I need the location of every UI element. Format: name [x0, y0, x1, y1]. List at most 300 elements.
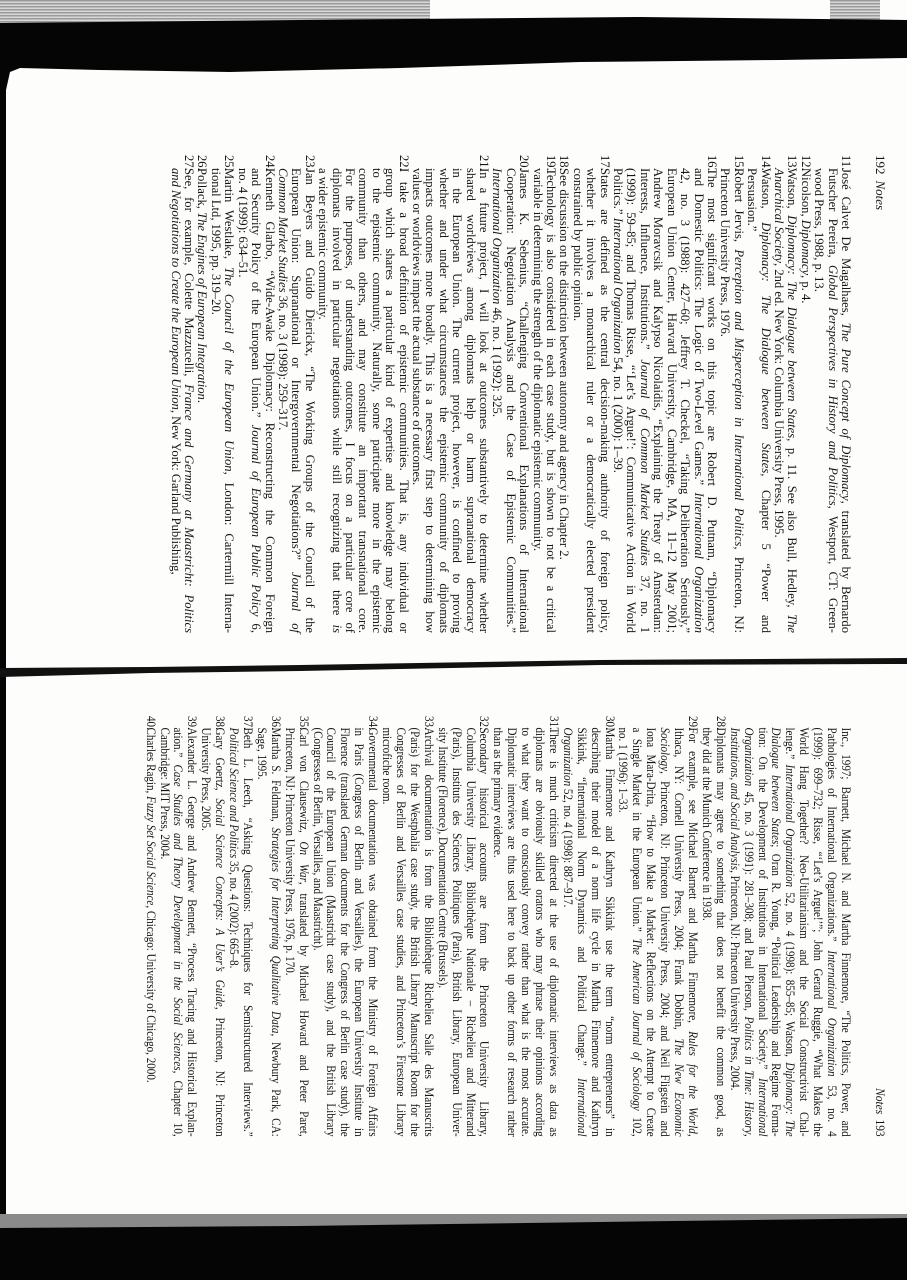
text-run: See discussion on the distinction between autonomy and agency in Chapter 2. — [557, 168, 572, 560]
note-line — [560, 727, 574, 1136]
note-line — [477, 168, 490, 633]
text-run: Gary Goertz, — [213, 727, 228, 799]
text-run: Congresses of Berlin and Versailles case studies, and Princeton’s Firestone Library — [394, 727, 408, 1137]
note-line — [302, 168, 315, 633]
text-run: a Single Market in the European Union.” — [630, 727, 645, 939]
text-run: no. 4 (1999): 634–51. — [235, 168, 250, 278]
page-192 — [168, 155, 888, 634]
note-number: 12. — [798, 155, 813, 171]
text-run: (Paris), Instituts des Sciences Politiques (Paris), British Library, European Univer- — [449, 727, 464, 1137]
note-line — [758, 168, 771, 633]
note-line — [296, 727, 310, 1136]
note-line — [463, 727, 477, 1136]
text-run: , translated by Bernardo — [839, 500, 853, 633]
text-run: tion: On the Development of Institutions in International Society.” — [755, 727, 770, 1079]
note-item — [435, 716, 491, 1137]
text-run: , Chicago: University of Chicago, 2000. — [143, 905, 158, 1083]
italic-title: Fuzzy Set Social Science — [143, 796, 158, 906]
note-number: 28. — [713, 716, 728, 730]
text-run: 42, no. 3 (1988): 427–60; Jeffrey T. Checkel, “Taking Deliberation Seriously,” — [678, 168, 693, 633]
note-line — [240, 727, 254, 1136]
text-run: There is much criticism directed at the use of diplomatic interviews as data as — [546, 727, 561, 1137]
note-line — [796, 727, 810, 1136]
text-run: 52, no. 4 (1998): 887–917. — [560, 786, 575, 908]
note-line — [477, 727, 491, 1136]
text-run: Futscher Pereira, — [825, 168, 840, 265]
note-line — [289, 168, 302, 633]
note-number: 29. — [686, 716, 701, 730]
text-run: no. 1 (1996): 1–33. — [616, 727, 631, 813]
text-run: (Congresses of Berlin, Versailles, and Maastricht). — [310, 727, 325, 951]
text-run: Martha S. Feldman, — [268, 727, 283, 828]
note-line — [546, 727, 560, 1136]
text-run: , p. 11. See also Bull, Hedley, — [785, 438, 800, 615]
text-run: See, for example, Colette Mazzucelli, — [182, 168, 197, 385]
note-line — [638, 168, 651, 633]
note-item — [235, 155, 275, 633]
text-run: group which shares a particular kind of expertise and knowledge may belong — [383, 168, 398, 633]
note-line — [310, 727, 324, 1136]
text-run: microfiche room. — [380, 727, 395, 805]
text-run: Pathologies of International Organizations.” — [825, 727, 840, 951]
note-line — [490, 168, 503, 633]
text-run: , Newbury Park, CA: — [268, 1033, 283, 1137]
italic-title: International Organization — [825, 950, 840, 1077]
italic-title: is — [329, 624, 344, 633]
note-line — [718, 168, 731, 633]
note-line — [329, 168, 342, 633]
note-number: 36. — [268, 716, 283, 730]
note-number: 40. — [143, 716, 158, 730]
page-number: 193 — [873, 1119, 888, 1137]
note-line — [504, 727, 518, 1136]
note-item — [209, 155, 236, 633]
text-run: Watson, — [785, 168, 800, 216]
text-run: , Princeton, NJ: Princeton — [213, 1006, 228, 1137]
text-run: Martin Westlake, — [222, 168, 237, 268]
text-run: variable in determining the strength of the diplomatic epistemic community. — [530, 168, 545, 552]
note-number: 33. — [421, 716, 436, 730]
note-number: 13. — [785, 155, 800, 171]
note-item — [616, 716, 699, 1137]
text-run: , translated by Michael Howard and Peter Paret, — [296, 881, 311, 1137]
text-run: University Press, 2005. — [199, 727, 214, 831]
text-run: For the purposes, of understanding outcomes, I focus on a particular core of — [342, 168, 357, 633]
italic-title: Politics in Time: History, — [741, 1016, 756, 1137]
note-item — [276, 155, 316, 633]
italic-title: Diplomacy: The — [783, 1062, 798, 1137]
text-run: Politics.” — [611, 168, 626, 218]
note-line — [657, 727, 671, 1136]
italic-title: The Engines of European Integration — [195, 212, 210, 400]
italic-title: The New Economic — [672, 1038, 687, 1137]
note-line — [463, 168, 476, 633]
text-run: Pollack, — [195, 168, 210, 213]
note-number: 24. — [262, 155, 277, 171]
note-item — [195, 155, 208, 633]
text-run: to the epistemic community. Naturally, some participate more in the epistemic — [369, 168, 384, 633]
text-run: For example, see Michael Barnett and Martha Finnemore, — [686, 727, 701, 1032]
note-item — [410, 155, 490, 633]
text-run: (1999): 699–732; Risse, “‘Let’s Argue!’”; John Gerard Ruggie, “What Makes the — [811, 727, 826, 1137]
note-line — [745, 168, 758, 633]
text-run: Andrew Moravcsik and Kalypso Nicolaidis, “Explaining the Treaty of Amsterdam: — [651, 168, 666, 633]
text-run: tional Ltd, 1995, pp. 319–20. — [208, 168, 223, 315]
italic-title: Journal of European Public Policy — [249, 424, 264, 617]
italic-title: International Organization — [611, 217, 626, 355]
page-number: 192 — [873, 155, 888, 175]
italic-title: Social Science Concepts: A User’s Guide — [213, 798, 228, 1007]
note-line — [351, 727, 365, 1136]
note-line — [262, 168, 275, 633]
notes-list — [143, 716, 852, 1137]
header-label: Notes — [873, 180, 888, 211]
note-line — [423, 168, 436, 633]
text-run: I take a broad definition of epistemic communities. That is, any individual or — [396, 168, 411, 633]
italic-title: Journal of — [289, 572, 304, 633]
italic-title: Journal of Common Market Studies — [637, 359, 652, 566]
note-line — [616, 727, 630, 1136]
text-run: diplomats involved in particular negotiations while still recognizing that there — [329, 168, 344, 625]
italic-title: Sociology — [658, 727, 673, 772]
note-line — [356, 168, 369, 633]
note-line — [772, 168, 785, 633]
italic-title: International Organization — [490, 168, 505, 305]
text-run: European Union: Supranational or Intergovernmental Negotiations?” — [289, 168, 304, 573]
note-number: 16. — [704, 155, 719, 171]
text-run: 37, no. 1 — [637, 565, 652, 634]
note-number: 17. — [597, 155, 612, 171]
note-line — [254, 727, 268, 1136]
note-item — [157, 716, 199, 1137]
note-number: 31. — [546, 716, 561, 730]
note-line — [379, 727, 393, 1136]
note-line — [518, 727, 532, 1136]
note-line — [282, 727, 296, 1136]
italic-title: Institutions, and Social Analysis — [727, 727, 742, 871]
note-line — [222, 168, 235, 633]
text-run: Carl von Clausewitz, — [296, 727, 311, 842]
text-run: In a future project, I will look at outcomes substantively to determine whether — [477, 168, 492, 633]
text-run: describing their model of a norm life cycle in Martha Finnemore and Kathryn — [588, 727, 603, 1137]
note-line — [436, 168, 449, 633]
text-run: , Chapter 10, — [171, 1070, 186, 1137]
text-run: Iona Mara-Drita, “How to Make a Market: Reflections on the Attempt to Create — [644, 727, 659, 1137]
italic-title: Perception and Misperception in International Politics — [731, 249, 746, 547]
text-run: whether it involves a monarchical ruler or a democratically elected president — [584, 168, 599, 633]
note-line — [532, 727, 546, 1136]
text-run: 46, no. 1 (1992): 325. — [490, 304, 505, 417]
note-line — [699, 727, 713, 1136]
note-number: 22. — [396, 155, 411, 171]
italic-title: Anarchical Society — [771, 168, 786, 264]
note-line — [824, 727, 838, 1136]
italic-title: Common Market Studies — [275, 168, 290, 293]
text-run: , London: Cartermill Interna- — [222, 471, 237, 633]
note-line — [276, 168, 289, 633]
text-run: , p. 4. — [798, 275, 813, 304]
text-run: States are defined as the central decision-making authority of foreign policy, — [597, 168, 612, 633]
running-header — [873, 155, 887, 633]
text-run: 102, — [630, 1110, 645, 1137]
note-line — [212, 727, 226, 1136]
note-line — [557, 168, 570, 633]
text-run: 54, no. 1 (2000): 1–39. — [611, 354, 626, 473]
text-run: shared worldviews among diplomats help or harm supranational democracy — [463, 168, 478, 633]
text-run: Interests, Influence, Institutions.” — [637, 168, 652, 360]
italic-title: International — [574, 1078, 589, 1137]
note-line — [268, 727, 282, 1136]
text-run: Robert Jervis, — [731, 168, 746, 250]
text-run: (Paris) for the Westphalia case study, the British Library Manuscript Room for the — [407, 727, 422, 1137]
text-run: Technology is also considered in each case study, but is shown to not be a critical — [544, 168, 559, 633]
text-run: and Security Policy of the European Union.” — [249, 168, 264, 425]
page-193 — [143, 716, 888, 1137]
text-run: impacts outcomes more broadly. This is a necessary first step to determining how — [423, 168, 438, 633]
note-number: 32. — [477, 716, 492, 730]
note-line — [421, 727, 435, 1136]
note-line — [182, 168, 195, 633]
note-line — [195, 168, 208, 633]
note-item — [772, 155, 799, 633]
note-line — [365, 727, 379, 1136]
note-item — [570, 155, 610, 633]
note-line — [588, 727, 602, 1136]
text-run: 6, — [249, 616, 264, 634]
note-line — [741, 727, 755, 1136]
text-run: Alexander L. George and Andrew Bennett, “Process Tracing and Historical Explan- — [185, 727, 200, 1137]
text-run: ation.” — [171, 727, 186, 765]
note-number: 15. — [731, 155, 746, 171]
note-number: 19. — [544, 155, 559, 171]
text-run: , 2nd ed. New York: Columbia University Press, 1995. — [771, 263, 786, 538]
text-run: , New York: Garland Publishing, — [168, 409, 183, 575]
text-run: Martha Finnemore and Kathryn Sikkink use the term “norm entrepreneurs” in — [602, 727, 617, 1137]
note-line — [324, 727, 338, 1136]
note-item — [490, 716, 560, 1137]
italic-title: Strategies for Interpreting Qualitative Data — [268, 827, 283, 1034]
note-item — [254, 716, 282, 1137]
note-line — [643, 727, 657, 1136]
note-number: 26. — [195, 155, 210, 171]
text-run: James K. Sebenius, “Challenging Conventional Explanations of International — [517, 168, 532, 633]
note-item — [226, 716, 254, 1137]
italic-title: Case Studies and Theory Development in the Social Sciences — [171, 764, 186, 1071]
note-line — [664, 168, 677, 633]
text-run: ; Oran R. Young, “Political Leadership and Regime Forma- — [769, 844, 784, 1137]
text-run: community than others, and may constitute an important transnational core. — [356, 168, 371, 633]
note-item — [727, 716, 852, 1137]
note-item — [699, 716, 727, 1137]
note-line — [785, 168, 798, 633]
text-run: Inc., 1997; Barnett, Michael N. and Martha Finnemore, “The Politics, Power, and — [839, 727, 853, 1137]
note-item — [143, 716, 157, 1137]
text-run: Jan Beyers and Guido Dierickx, “The Working Groups of the Council of the — [302, 168, 317, 633]
note-line — [544, 168, 557, 633]
note-item — [379, 716, 435, 1137]
text-run: 53, no. 4 — [825, 1076, 840, 1137]
text-run: European Union Center, Harvard University, Cambridge, MA, 11–12 May 2001; — [664, 168, 679, 633]
italic-title: Diplomacy: The Dialogue between States — [785, 215, 800, 439]
text-run: Cooperation: Negotiation Analysis and the Case of Epistemic Communities.” — [503, 168, 518, 633]
note-number: 37. — [241, 716, 256, 730]
note-line — [782, 727, 796, 1136]
italic-title: The Pure Concept of Diplomacy — [839, 322, 853, 501]
text-run: World Hang Together? Neo-Utilitarianism and the Social Constructivist Chal- — [797, 727, 812, 1137]
note-line — [316, 168, 329, 633]
note-line — [678, 168, 691, 633]
note-line — [727, 727, 741, 1136]
note-item — [198, 716, 226, 1137]
note-line — [731, 168, 744, 633]
note-line — [685, 727, 699, 1136]
italic-title: The Council of the European Union — [222, 267, 237, 472]
text-run: Princeton, NJ: Princeton University Press, 1976, p. 170. — [282, 727, 297, 976]
text-run: . — [195, 399, 210, 403]
text-run: to what they want to consciously convey rather than what is the most accurate. — [519, 727, 534, 1137]
note-item — [798, 155, 811, 633]
note-line — [171, 727, 185, 1136]
text-run: The most significant works on this topic are Robert D. Putnam, “Diplomacy — [704, 168, 719, 633]
note-line — [755, 727, 769, 1136]
note-line — [168, 168, 181, 633]
text-run: whether and under what circumstances the epistemic community of diplomats — [436, 168, 451, 633]
text-run: Charles Ragin, — [143, 727, 158, 797]
text-run: and Domestic Politics: The Logic of Two-Level Games.” — [691, 168, 706, 493]
text-run: , Chapter 5 “Power and — [758, 473, 773, 633]
text-run: Kenneth Glarbo, “Wide-Awake Diplomacy: Reconstructing the Common Foreign — [262, 168, 277, 633]
text-run: they did at the Munich Conference in 1938. — [699, 727, 714, 921]
notes-list — [168, 155, 852, 633]
note-number: 20. — [517, 155, 532, 171]
note-line — [383, 168, 396, 633]
text-run: diplomats are obviously skilled orators who may phrase their opinions according — [533, 727, 548, 1137]
note-line — [798, 168, 811, 633]
italic-title: International Organization — [783, 764, 798, 888]
italic-title: Diplomacy — [798, 219, 813, 276]
note-number: 23. — [302, 155, 317, 171]
note-line — [602, 727, 616, 1136]
italic-title: The — [785, 614, 800, 633]
text-run: sity Institute (Florence), Documentation Centre (Brussels). — [435, 727, 450, 989]
note-line — [226, 727, 240, 1136]
note-number: 38. — [213, 716, 228, 730]
text-run: Nicolson, — [798, 168, 813, 220]
text-run: wood Press, 1988, p. 13. — [812, 168, 827, 292]
note-line — [198, 727, 212, 1136]
note-line — [691, 168, 704, 633]
running-header — [873, 716, 887, 1137]
note-number: 21. — [477, 155, 492, 171]
note-line — [449, 727, 463, 1136]
note-line — [450, 168, 463, 633]
note-line — [503, 168, 516, 633]
note-number: 39. — [185, 716, 200, 730]
text-run: 35, no. 4 (2002): 665–8. — [227, 858, 242, 969]
text-run: Persuasion.” — [745, 168, 760, 232]
italic-title: On War — [296, 841, 311, 882]
text-run: José Calvet De Magalhaes, — [839, 168, 853, 323]
text-run: than as the primary evidence. — [491, 727, 506, 858]
text-run: Watson, — [758, 168, 773, 223]
italic-title: France and Germany at Maastricht: Politics — [182, 384, 197, 633]
note-number: 11. — [839, 155, 853, 171]
note-item — [718, 155, 745, 633]
note-line — [584, 168, 597, 633]
text-run: Florence (translated German documents for the Congress of Berlin case study), the — [338, 727, 353, 1137]
text-run: Governmental documentation was obtained from the Ministry of Foreign Affairs — [366, 727, 381, 1137]
note-line — [713, 727, 727, 1136]
note-line — [812, 168, 825, 633]
text-run: Ithaca, NY: Cornell University Press, 2004; Frank Dobbin, — [672, 727, 687, 1039]
italic-title: Political Science and Politics — [227, 727, 242, 859]
italic-title: Organization — [741, 727, 756, 787]
note-line — [574, 727, 588, 1136]
note-item — [282, 716, 310, 1137]
note-line — [570, 168, 583, 633]
text-run: Sikkink, “International Norm Dynamics and Political Change.” — [574, 727, 589, 1079]
italic-title: Diplomacy: The Dialogue between States — [758, 222, 773, 474]
note-item — [316, 155, 410, 633]
italic-title: Organization — [560, 727, 575, 787]
note-line — [249, 168, 262, 633]
text-run: Diplomats may agree to something that does not benefit the common good, as — [713, 727, 728, 1137]
text-run: , Princeton, NJ: — [731, 546, 746, 634]
note-line — [410, 168, 423, 633]
italic-title: The American Journal of Sociology — [630, 938, 645, 1111]
text-run: lenge.” — [783, 727, 798, 765]
note-item — [560, 716, 616, 1137]
note-line — [143, 727, 157, 1136]
text-run: 36, no. 3 (1998): 259–317. — [275, 292, 290, 431]
text-run: , Westport, CT: Green- — [825, 505, 840, 633]
note-line — [839, 168, 852, 633]
note-line — [435, 727, 449, 1136]
italic-title: Global Perspectives in History and Politics — [825, 265, 840, 506]
italic-title: International Organization — [691, 492, 706, 633]
text-run: , — [686, 1133, 701, 1137]
note-line — [343, 168, 356, 633]
italic-title: Rules for the World — [686, 1031, 701, 1134]
note-item — [812, 155, 852, 633]
note-line — [235, 168, 248, 633]
text-run: Secondary historical accounts are from the Princeton University Library, — [477, 727, 492, 1137]
note-line — [630, 727, 644, 1136]
note-number: 30. — [602, 716, 617, 730]
note-line — [651, 168, 664, 633]
text-run: Council of the European Union (Maastricht case study), and the British Library — [324, 727, 339, 1137]
italic-title: Dialogue between States — [769, 727, 784, 845]
note-item — [530, 155, 557, 633]
note-line — [337, 727, 351, 1136]
text-run: 52, no. 4 (1998): 855–85; Watson, — [783, 887, 798, 1063]
note-item — [611, 155, 718, 633]
text-run: constrained by public opinion. — [570, 168, 585, 322]
note-line — [407, 727, 421, 1136]
header-label: Notes — [873, 1088, 888, 1115]
note-line — [396, 168, 409, 633]
text-run: values or worldviews impact the actual substance of outcomes. — [410, 168, 424, 486]
note-line — [393, 727, 407, 1136]
note-line — [671, 727, 685, 1136]
text-run: , Princeton, NJ: Princeton University Press, 2004; and Neil Fligstein and — [658, 771, 673, 1137]
note-line — [209, 168, 222, 633]
note-number: 34. — [366, 716, 381, 730]
note-line — [157, 727, 171, 1136]
note-line — [624, 168, 637, 633]
text-run: a wider epistemic community. — [316, 168, 331, 320]
text-run: Sage, 1995. — [254, 727, 269, 780]
